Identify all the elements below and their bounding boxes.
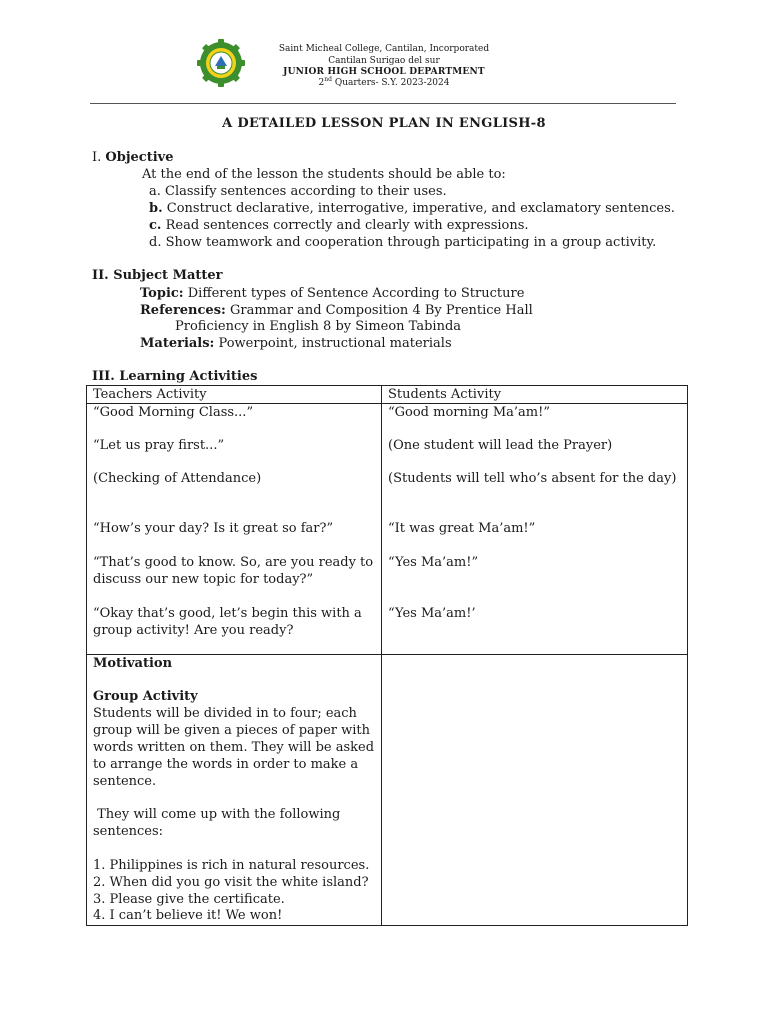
student-line: “Yes Ma’am!” <box>388 555 479 570</box>
teacher-line: (Checking of Attendance) <box>93 471 262 486</box>
activity-description-line: to arrange the words in order to make a <box>93 757 359 772</box>
objective-item <box>149 201 675 217</box>
topic-value: Different types of Sentence According to Structure <box>187 286 525 301</box>
teacher-line: “Good Morning Class...” <box>93 405 254 420</box>
example-sentence: 2. When did you go visit the white island? <box>93 875 369 890</box>
example-sentence: 4. I can’t believe it! We won! <box>93 908 283 923</box>
materials-value: Powerpoint, instructional materials <box>218 336 452 351</box>
learning-activities-heading: III. Learning Activities <box>92 369 258 384</box>
topic-line <box>140 286 524 302</box>
student-line: (One student will lead the Prayer) <box>388 438 613 453</box>
objective-item <box>149 184 447 200</box>
group-activity-heading: Group Activity <box>93 689 198 704</box>
department-name: JUNIOR HIGH SCHOOL DEPARTMENT <box>283 67 485 77</box>
table-row <box>87 655 688 926</box>
objective-text: Construct declarative, interrogative, imperative, and exclamatory sentences. <box>166 201 675 216</box>
subject-matter-heading: II. Subject Matter <box>92 268 223 283</box>
teacher-line: “How’s your day? Is it great so far?” <box>93 521 334 536</box>
objective-text: Show teamwork and cooperation through participating in a group activity. <box>165 235 657 250</box>
references-second-line: Proficiency in English 8 by Simeon Tabinda <box>175 319 462 334</box>
followup-line: sentences: <box>93 824 164 839</box>
student-line: “It was great Ma’am!” <box>388 521 536 536</box>
references-value: Grammar and Composition 4 By Prentice Hall <box>229 303 533 318</box>
example-sentence: 1. Philippines is rich in natural resources. <box>93 858 370 873</box>
teacher-line: discuss our new topic for today?” <box>93 572 314 587</box>
motivation-heading: Motivation <box>93 656 173 671</box>
header-divider <box>90 103 676 104</box>
objective-marker: a. <box>149 184 161 199</box>
student-line: (Students will tell who’s absent for the day) <box>388 471 677 486</box>
objective-heading <box>92 150 174 166</box>
materials-line <box>140 336 452 352</box>
activity-description-line: words written on them. They will be asked <box>93 740 375 755</box>
teacher-line: “That’s good to know. So, are you ready to <box>93 555 374 570</box>
materials-label: Materials: <box>140 336 215 351</box>
objective-item <box>149 218 529 234</box>
teacher-line: “Okay that’s good, let’s begin this with a <box>93 606 362 621</box>
teacher-activity-cell <box>87 404 382 655</box>
teachers-activity-header: Teachers Activity <box>87 386 382 404</box>
quarter-school-year: Quarters- S.Y. 2023-2024 <box>331 78 450 88</box>
quarter-line <box>200 78 568 89</box>
table-row <box>87 404 688 655</box>
students-activity-header: Students Activity <box>382 386 688 404</box>
table-header-row <box>87 386 688 404</box>
quarter-number: 2 <box>318 78 325 88</box>
objective-marker: c. <box>149 218 162 233</box>
activity-description-line: sentence. <box>93 774 157 789</box>
objective-marker: d. <box>149 235 162 250</box>
example-sentence: 3. Please give the certificate. <box>93 892 285 907</box>
activity-description-line: Students will be divided in to four; each <box>93 706 357 721</box>
learning-activities-table <box>86 385 688 926</box>
objective-title: Objective <box>105 150 174 165</box>
document-title: A DETAILED LESSON PLAN IN ENGLISH-8 <box>222 116 546 131</box>
objective-intro: At the end of the lesson the students should be able to: <box>142 167 506 182</box>
school-address: Cantilan Surigao del sur <box>328 56 440 66</box>
student-activity-cell <box>382 404 688 655</box>
topic-label: Topic: <box>140 286 184 301</box>
objective-marker: b. <box>149 201 163 216</box>
objective-text: Classify sentences according to their uses. <box>165 184 447 199</box>
activity-description-line: group will be given a pieces of paper with <box>93 723 371 738</box>
motivation-cell <box>87 655 382 926</box>
objective-numeral: I. <box>92 150 102 165</box>
objective-text: Read sentences correctly and clearly with expressions. <box>165 218 529 233</box>
references-line <box>140 303 533 319</box>
quarter-suffix: nd <box>324 76 332 83</box>
teacher-line: “Let us pray first...” <box>93 438 225 453</box>
followup-line: They will come up with the following <box>93 807 341 822</box>
objective-item <box>149 235 656 251</box>
student-line: “Good morning Ma’am!” <box>388 405 551 420</box>
school-name: Saint Micheal College, Cantilan, Incorporated <box>278 44 490 54</box>
references-label: References: <box>140 303 226 318</box>
empty-student-cell <box>382 655 688 926</box>
student-line: “Yes Ma’am!’ <box>388 606 476 621</box>
teacher-line: group activity! Are you ready? <box>93 623 294 638</box>
